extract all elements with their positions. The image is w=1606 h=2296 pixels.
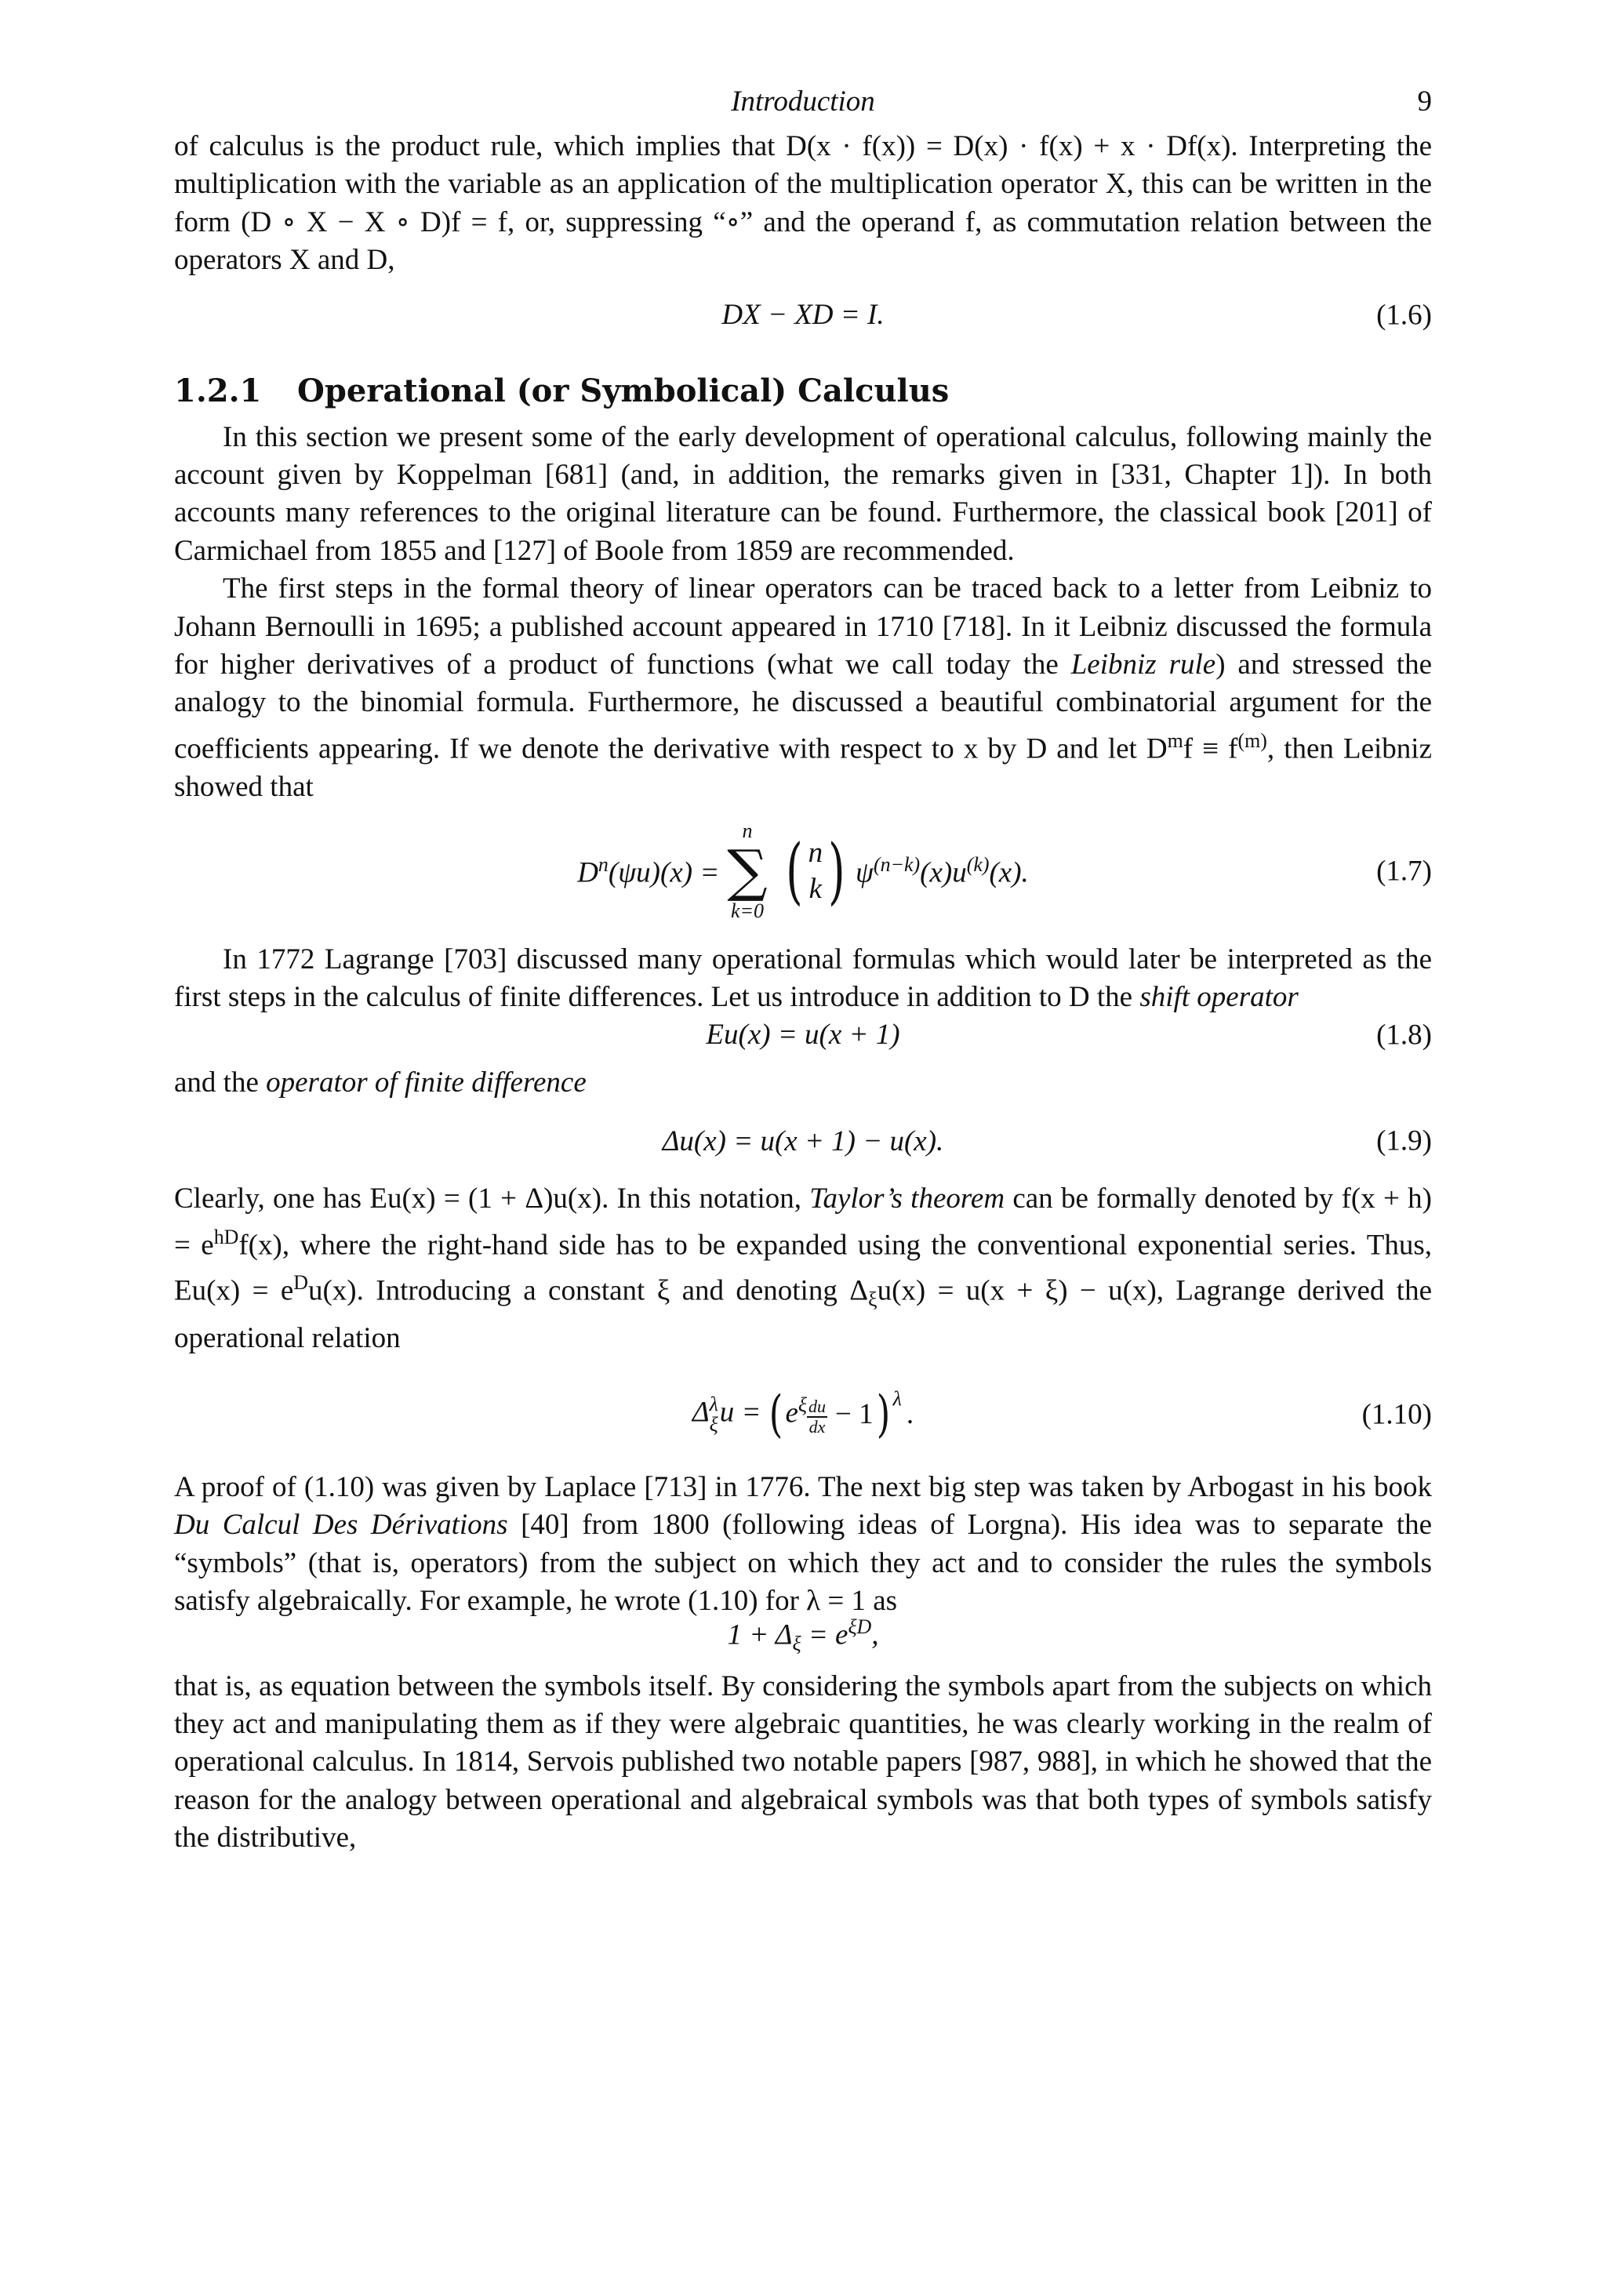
eq110-lhs bbox=[692, 1394, 761, 1435]
term-taylors-theorem: Taylor’s theorem bbox=[809, 1183, 1005, 1215]
eq110-right-paren: ) bbox=[876, 1385, 890, 1444]
eq-unnumbered-body bbox=[727, 1615, 878, 1656]
eq110-xi: ξ bbox=[798, 1393, 808, 1417]
para3-sup-paren-m: (m) bbox=[1237, 728, 1267, 752]
eq17-lhs-d: D bbox=[577, 856, 598, 889]
section-title: Operational (or Symbolical) Calculus bbox=[297, 372, 950, 409]
para6-sub-xi: ξ bbox=[868, 1288, 877, 1312]
paragraph-overview: In this section we present some of the early development of operational calculus, following mainly the account given by Koppelman [681] (and, in addition, the remarks given in [331, Chapter 1]). In both accounts many references to the original literature can be found. Furthermore, the classical book [201] of Carmichael from 1855 and [127] of Boole from 1859 are recommended. bbox=[174, 420, 1432, 567]
para7-text-a: A proof of (1.10) was given by Laplace [713] in 1776. The next big step was taken by Arbogast in his book bbox=[174, 1470, 1432, 1503]
running-title: Introduction bbox=[731, 85, 875, 118]
equation-1-7 bbox=[174, 812, 1432, 930]
equ-sub-xi: ξ bbox=[792, 1632, 801, 1655]
para6-sup-d: D bbox=[293, 1271, 308, 1295]
equation-1-6-body: DX − XD = I. bbox=[721, 299, 885, 332]
eq17-end: (x). bbox=[989, 856, 1029, 889]
eq110-lhs-rest: u = bbox=[719, 1396, 761, 1429]
page bbox=[174, 78, 1432, 1858]
paragraph-finite-difference bbox=[174, 1064, 1432, 1102]
eq17-lhs bbox=[577, 853, 719, 889]
eq17-lhs-sup: n bbox=[598, 852, 609, 876]
equation-1-7-number: (1.7) bbox=[1376, 855, 1432, 888]
eq17-lhs-rest: (ψu)(x) = bbox=[608, 856, 720, 889]
para1-line2: Interpreting the multiplication with the variable as an application of the multiplication operator X, this can be written in the form (D ∘ X − X ∘ D)f = f, or, suppressing “∘” and the operand f, as commutation relation between the operators X and D, bbox=[174, 130, 1432, 277]
paragraph-leibniz bbox=[174, 570, 1432, 806]
equation-1-6 bbox=[174, 288, 1432, 343]
para6-text-c: f(x), where the right-hand side has to be expanded using the conventional exponential series. Thus, Eu(x) = e bbox=[174, 1228, 1432, 1307]
eq110-fraction bbox=[807, 1397, 827, 1435]
paragraph-taylor bbox=[174, 1180, 1432, 1357]
running-head bbox=[174, 78, 1432, 125]
equation-unnumbered bbox=[174, 1616, 1432, 1655]
equ-sup: ξD bbox=[848, 1615, 872, 1638]
equation-1-8-number: (1.8) bbox=[1376, 1019, 1432, 1052]
term-du-calcul: Du Calcul Des Dérivations bbox=[174, 1509, 508, 1542]
eq110-delta: Δ bbox=[692, 1396, 710, 1429]
eq110-outer-sup: λ bbox=[892, 1386, 902, 1410]
eq110-end: . bbox=[906, 1398, 914, 1431]
section-number: 1.2.1 bbox=[174, 372, 262, 409]
equation-1-9 bbox=[174, 1116, 1432, 1166]
eq110-left-paren: ( bbox=[768, 1385, 783, 1444]
term-leibniz-rule: Leibniz rule bbox=[1070, 648, 1216, 681]
eq110-lhs-sub: ξ bbox=[709, 1412, 718, 1436]
summation bbox=[727, 821, 767, 921]
para3-text-c: f ≡ f bbox=[1183, 732, 1238, 765]
paragraph-product-rule bbox=[174, 128, 1432, 280]
para3-sup-m: m bbox=[1167, 728, 1183, 752]
eq110-minus-one: − 1 bbox=[835, 1398, 874, 1431]
eq17-mid: (x)u bbox=[920, 856, 967, 889]
term-operator-finite-difference: operator of finite difference bbox=[266, 1066, 587, 1099]
section-heading bbox=[174, 372, 1432, 409]
equ-end: , bbox=[871, 1618, 879, 1651]
eq110-exponent bbox=[798, 1393, 807, 1416]
binom-bottom: k bbox=[808, 873, 823, 906]
para3-text-b: ) and stressed the analogy to the binomial formula. Furthermore, he discussed a beautiful combinatorial argument for the coefficients appearing. If we denote the derivative with respect to x by D and let D bbox=[174, 648, 1433, 765]
left-paren: ( bbox=[785, 829, 803, 914]
paragraph-servois: that is, as equation between the symbols itself. By considering the symbols apart from the subjects on which they act and manipulating them as if they were algebraic quantities, he was clearly working in the realm of operational calculus. In 1814, Servois published two notable papers [987, 988], in which he showed that the reason for the analogy between operational and algebraical symbols was that both types of symbols satisfy the distributive, bbox=[174, 1669, 1432, 1855]
equation-1-6-number: (1.6) bbox=[1376, 299, 1432, 332]
eq17-u-sup: (k) bbox=[966, 852, 990, 876]
paragraph-lagrange bbox=[174, 941, 1432, 1017]
binomial-coefficient bbox=[780, 829, 851, 914]
sigma-symbol: ∑ bbox=[727, 837, 768, 904]
para6-text-e: u(x) = u(x + ξ) − u(x), Lagrange derived the operational relation bbox=[174, 1274, 1432, 1354]
eq17-rhs bbox=[856, 853, 1029, 889]
para6-text-a: Clearly, one has Eu(x) = (1 + Δ)u(x). In this notation, bbox=[174, 1183, 810, 1215]
para6-sup-hd: hD bbox=[213, 1225, 239, 1248]
para3-text-d: , then Leibniz showed that bbox=[174, 732, 1433, 803]
right-paren: ) bbox=[828, 829, 845, 914]
equation-1-10 bbox=[174, 1371, 1432, 1458]
eq17-psi: ψ bbox=[856, 856, 874, 889]
eq110-e: e bbox=[785, 1397, 798, 1430]
para6-text-b: can be formally denoted by f(x + h) = e bbox=[174, 1183, 1432, 1261]
para3-text-a: The first steps in the formal theory of linear operators can be traced back to a letter from Leibniz to Johann Bernoulli in 1695; a published account appeared in 1710 [718]. In it Leibniz discussed the formula for higher derivatives of a product of functions (what we call today the bbox=[174, 572, 1432, 681]
eq110-exp bbox=[785, 1393, 827, 1436]
paragraph-arbogast bbox=[174, 1469, 1432, 1621]
equation-1-9-body: Δu(x) = u(x + 1) − u(x). bbox=[662, 1124, 944, 1157]
para5-text-a: and the bbox=[174, 1066, 267, 1099]
equation-1-9-number: (1.9) bbox=[1376, 1124, 1432, 1157]
eq110-frac-den: dx bbox=[808, 1416, 826, 1437]
eq110-lhs-sup: λ bbox=[709, 1393, 718, 1415]
sum-lower-limit: k=0 bbox=[730, 899, 765, 922]
page-number: 9 bbox=[1417, 85, 1432, 118]
para6-text-d: u(x). Introducing a constant ξ and denoting Δ bbox=[307, 1274, 869, 1307]
eq110-frac-num: du bbox=[808, 1397, 827, 1417]
equ-lhs: 1 + Δ bbox=[727, 1618, 793, 1651]
para4-text-a: In 1772 Lagrange [703] discussed many operational formulas which would later be interpreted as the first steps in the calculus of finite differences. Let us introduce in addition to D the bbox=[174, 943, 1432, 1014]
equation-1-10-number: (1.10) bbox=[1361, 1398, 1432, 1431]
binom-stack bbox=[808, 835, 823, 908]
para1-line1: of calculus is the product rule, which implies that D(x · f(x)) = D(x) · f(x) + x · Df(x). bbox=[174, 130, 1238, 162]
binom-top: n bbox=[808, 836, 823, 869]
para7-text-b: [40] from 1800 (following ideas of Lorgna). His idea was to separate the “symbols” (that is, operators) from the subject on which they act and to consider the rules the symbols satisfy algebraically. For example, he wrote (1.10) for λ = 1 as bbox=[174, 1509, 1432, 1618]
eq17-psi-sup: (n−k) bbox=[873, 852, 921, 876]
equation-1-8 bbox=[174, 1017, 1432, 1053]
equation-1-8-body: Eu(x) = u(x + 1) bbox=[706, 1019, 900, 1052]
equ-mid: = e bbox=[801, 1618, 848, 1651]
sum-upper-limit: n bbox=[742, 819, 753, 843]
term-shift-operator: shift operator bbox=[1139, 981, 1299, 1014]
